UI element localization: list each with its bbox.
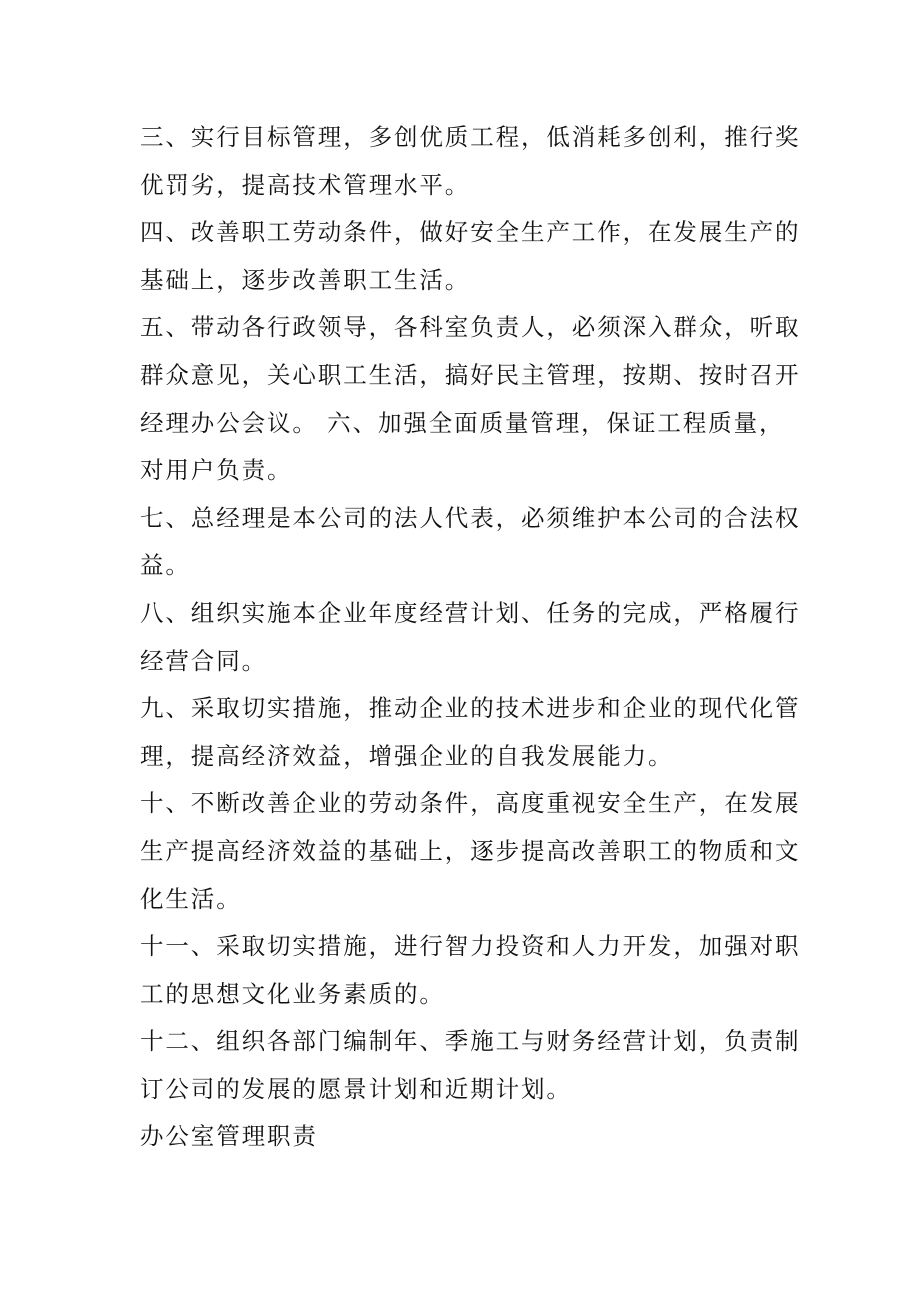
text-line: 基础上，逐步改善职工生活。 bbox=[140, 265, 471, 294]
text-line: 三、实行目标管理，多创优质工程，低消耗多创利，推行奖 bbox=[140, 123, 801, 151]
text-line: 十二、组织各部门编制年、季施工与财务经营计划，负责制 bbox=[140, 1027, 801, 1056]
text-line: 九、采取切实措施，推动企业的技术进步和企业的现代化管 bbox=[140, 694, 801, 723]
section-heading: 办公室管理职责 bbox=[140, 1122, 318, 1151]
text-line: 四、改善职工劳动条件，做好安全生产工作，在发展生产的 bbox=[140, 218, 801, 247]
text-line: 群众意见，关心职工生活，搞好民主管理，按期、按时召开 bbox=[140, 360, 801, 389]
text-line: 理，提高经济效益，增强企业的自我发展能力。 bbox=[140, 741, 674, 770]
text-line: 十一、采取切实措施，进行智力投资和人力开发，加强对职 bbox=[140, 932, 801, 961]
text-line: 化生活。 bbox=[140, 884, 242, 913]
text-line: 生产提高经济效益的基础上，逐步提高改善职工的物质和文 bbox=[140, 836, 801, 865]
text-line: 七、总经理是本公司的法人代表，必须维护本公司的合法权 bbox=[140, 503, 801, 532]
text-line: 订公司的发展的愿景计划和近期计划。 bbox=[140, 1074, 572, 1103]
text-line: 工的思想文化业务素质的。 bbox=[140, 979, 445, 1008]
document-body bbox=[140, 114, 801, 1161]
text-line: 经营合同。 bbox=[140, 646, 267, 675]
text-line: 对用户负责。 bbox=[140, 456, 293, 485]
text-line: 经理办公会议。 六、加强全面质量管理，保证工程质量， bbox=[140, 408, 785, 437]
text-line: 益。 bbox=[140, 551, 191, 580]
text-line: 十、不断改善企业的劳动条件，高度重视安全生产，在发展 bbox=[140, 789, 801, 818]
text-line: 五、带动各行政领导，各科室负责人，必须深入群众，听取 bbox=[140, 313, 801, 342]
text-line: 八、组织实施本企业年度经营计划、任务的完成，严格履行 bbox=[140, 598, 801, 627]
text-line: 优罚劣，提高技术管理水平。 bbox=[140, 170, 471, 199]
